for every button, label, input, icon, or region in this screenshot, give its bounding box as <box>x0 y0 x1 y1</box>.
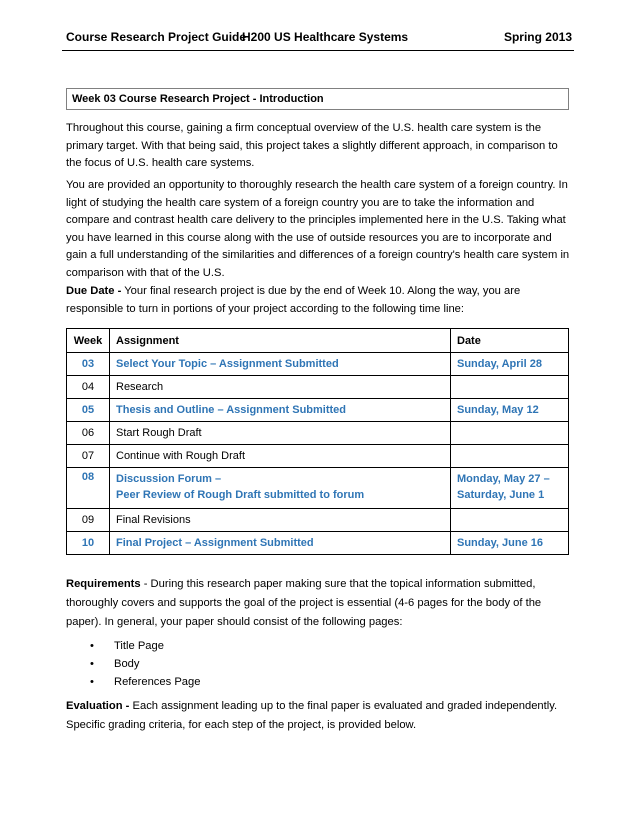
week-cell: 05 <box>67 399 110 422</box>
list-item <box>90 655 200 673</box>
week-column-header: Week <box>67 329 110 353</box>
list-item-label: Body <box>114 658 140 670</box>
date-cell: Sunday, April 28 <box>451 353 569 376</box>
intro-paragraph-2: You are provided an opportunity to thoroughly research the health care system of a foreign country. In light of studying the health care system of a foreign country you are to take the information and compare and contrast health care delivery to the principles implemented here in the U.S. Taking what you have learned in this course along with the use of outside resources you are to incorporate and gain a full understanding of the similarities and differences of a foreign country's health care system in comparison with that of the U.S. <box>66 179 570 279</box>
section-title: Week 03 Course Research Project - Introduction <box>66 88 569 110</box>
assignment-cell: Thesis and Outline – Assignment Submitted <box>110 399 451 422</box>
table-row <box>67 445 569 468</box>
assignment-cell: Final Project – Assignment Submitted <box>110 532 451 555</box>
due-date-paragraph <box>66 283 572 318</box>
assignment-cell: Start Rough Draft <box>110 422 451 445</box>
assignment-column-header: Assignment <box>110 329 451 353</box>
table-row <box>67 532 569 555</box>
timeline-header-row <box>67 329 569 353</box>
evaluation-paragraph <box>66 697 572 735</box>
assignment-cell: Continue with Rough Draft <box>110 445 451 468</box>
requirements-paragraph <box>66 575 572 632</box>
list-item-label: References Page <box>114 676 201 688</box>
assignment-cell: Final Revisions <box>110 509 451 532</box>
pages-list <box>90 637 200 691</box>
date-cell: Sunday, June 16 <box>451 532 569 555</box>
week-cell: 09 <box>67 509 110 532</box>
bullet-icon: • <box>90 676 94 688</box>
assignment-cell: Research <box>110 376 451 399</box>
week-cell: 04 <box>67 376 110 399</box>
evaluation-label: Evaluation - <box>66 700 130 712</box>
header-course-name: H200 US Healthcare Systems <box>242 30 409 44</box>
week-cell: 06 <box>67 422 110 445</box>
assignment-cell: Select Your Topic – Assignment Submitted <box>110 353 451 376</box>
header-term: Spring 2013 <box>503 30 572 44</box>
table-row <box>67 376 569 399</box>
timeline-table <box>66 328 569 555</box>
week-cell: 07 <box>67 445 110 468</box>
evaluation-text: Each assignment leading up to the final paper is evaluated and graded independently. Specific grading criteria, for each step of the project, is provided below. <box>66 700 558 731</box>
intro-paragraph-1: Throughout this course, gaining a firm conceptual overview of the U.S. health care system is the primary target. With that being said, this project takes a slightly different approach, in comparison to the focus of U.S. health care systems. <box>66 122 558 170</box>
bullet-icon: • <box>90 640 94 652</box>
requirements-text: - During this research paper making sure that the topical information submitted, thoroughly covers and supports the goal of the project is essential (4-6 pages for the body of the paper). In general, your paper should consist of the following pages: <box>66 578 542 628</box>
date-cell <box>451 422 569 445</box>
week-cell: 10 <box>67 532 110 555</box>
bullet-icon: • <box>90 658 94 670</box>
list-item <box>90 637 200 655</box>
assignment-cell <box>110 468 451 509</box>
table-row <box>67 422 569 445</box>
table-row <box>67 509 569 532</box>
table-row <box>67 353 569 376</box>
due-date-label: Due Date - <box>66 285 122 297</box>
date-cell <box>451 509 569 532</box>
list-item <box>90 673 200 691</box>
date-cell <box>451 445 569 468</box>
due-date-text: Your final research project is due by the end of Week 10. Along the way, you are responsible to turn in portions of your project according to the following time line: <box>66 285 521 315</box>
date-cell <box>451 376 569 399</box>
assignment-line-1: Discussion Forum – <box>116 473 222 485</box>
page-header <box>66 30 572 46</box>
date-line-2: Saturday, June 1 <box>457 489 545 501</box>
header-guide-title: Course Research Project Guide <box>66 30 247 44</box>
header-divider <box>62 50 574 51</box>
list-item-label: Title Page <box>114 640 164 652</box>
requirements-label: Requirements <box>66 578 141 590</box>
date-cell: Sunday, May 12 <box>451 399 569 422</box>
table-row <box>67 399 569 422</box>
week-cell: 03 <box>67 353 110 376</box>
table-row <box>67 468 569 509</box>
date-line-1: Monday, May 27 – <box>457 473 550 485</box>
assignment-line-2: Peer Review of Rough Draft submitted to forum <box>116 489 365 501</box>
date-cell <box>451 468 569 509</box>
date-column-header: Date <box>451 329 569 353</box>
week-cell: 08 <box>67 468 110 509</box>
